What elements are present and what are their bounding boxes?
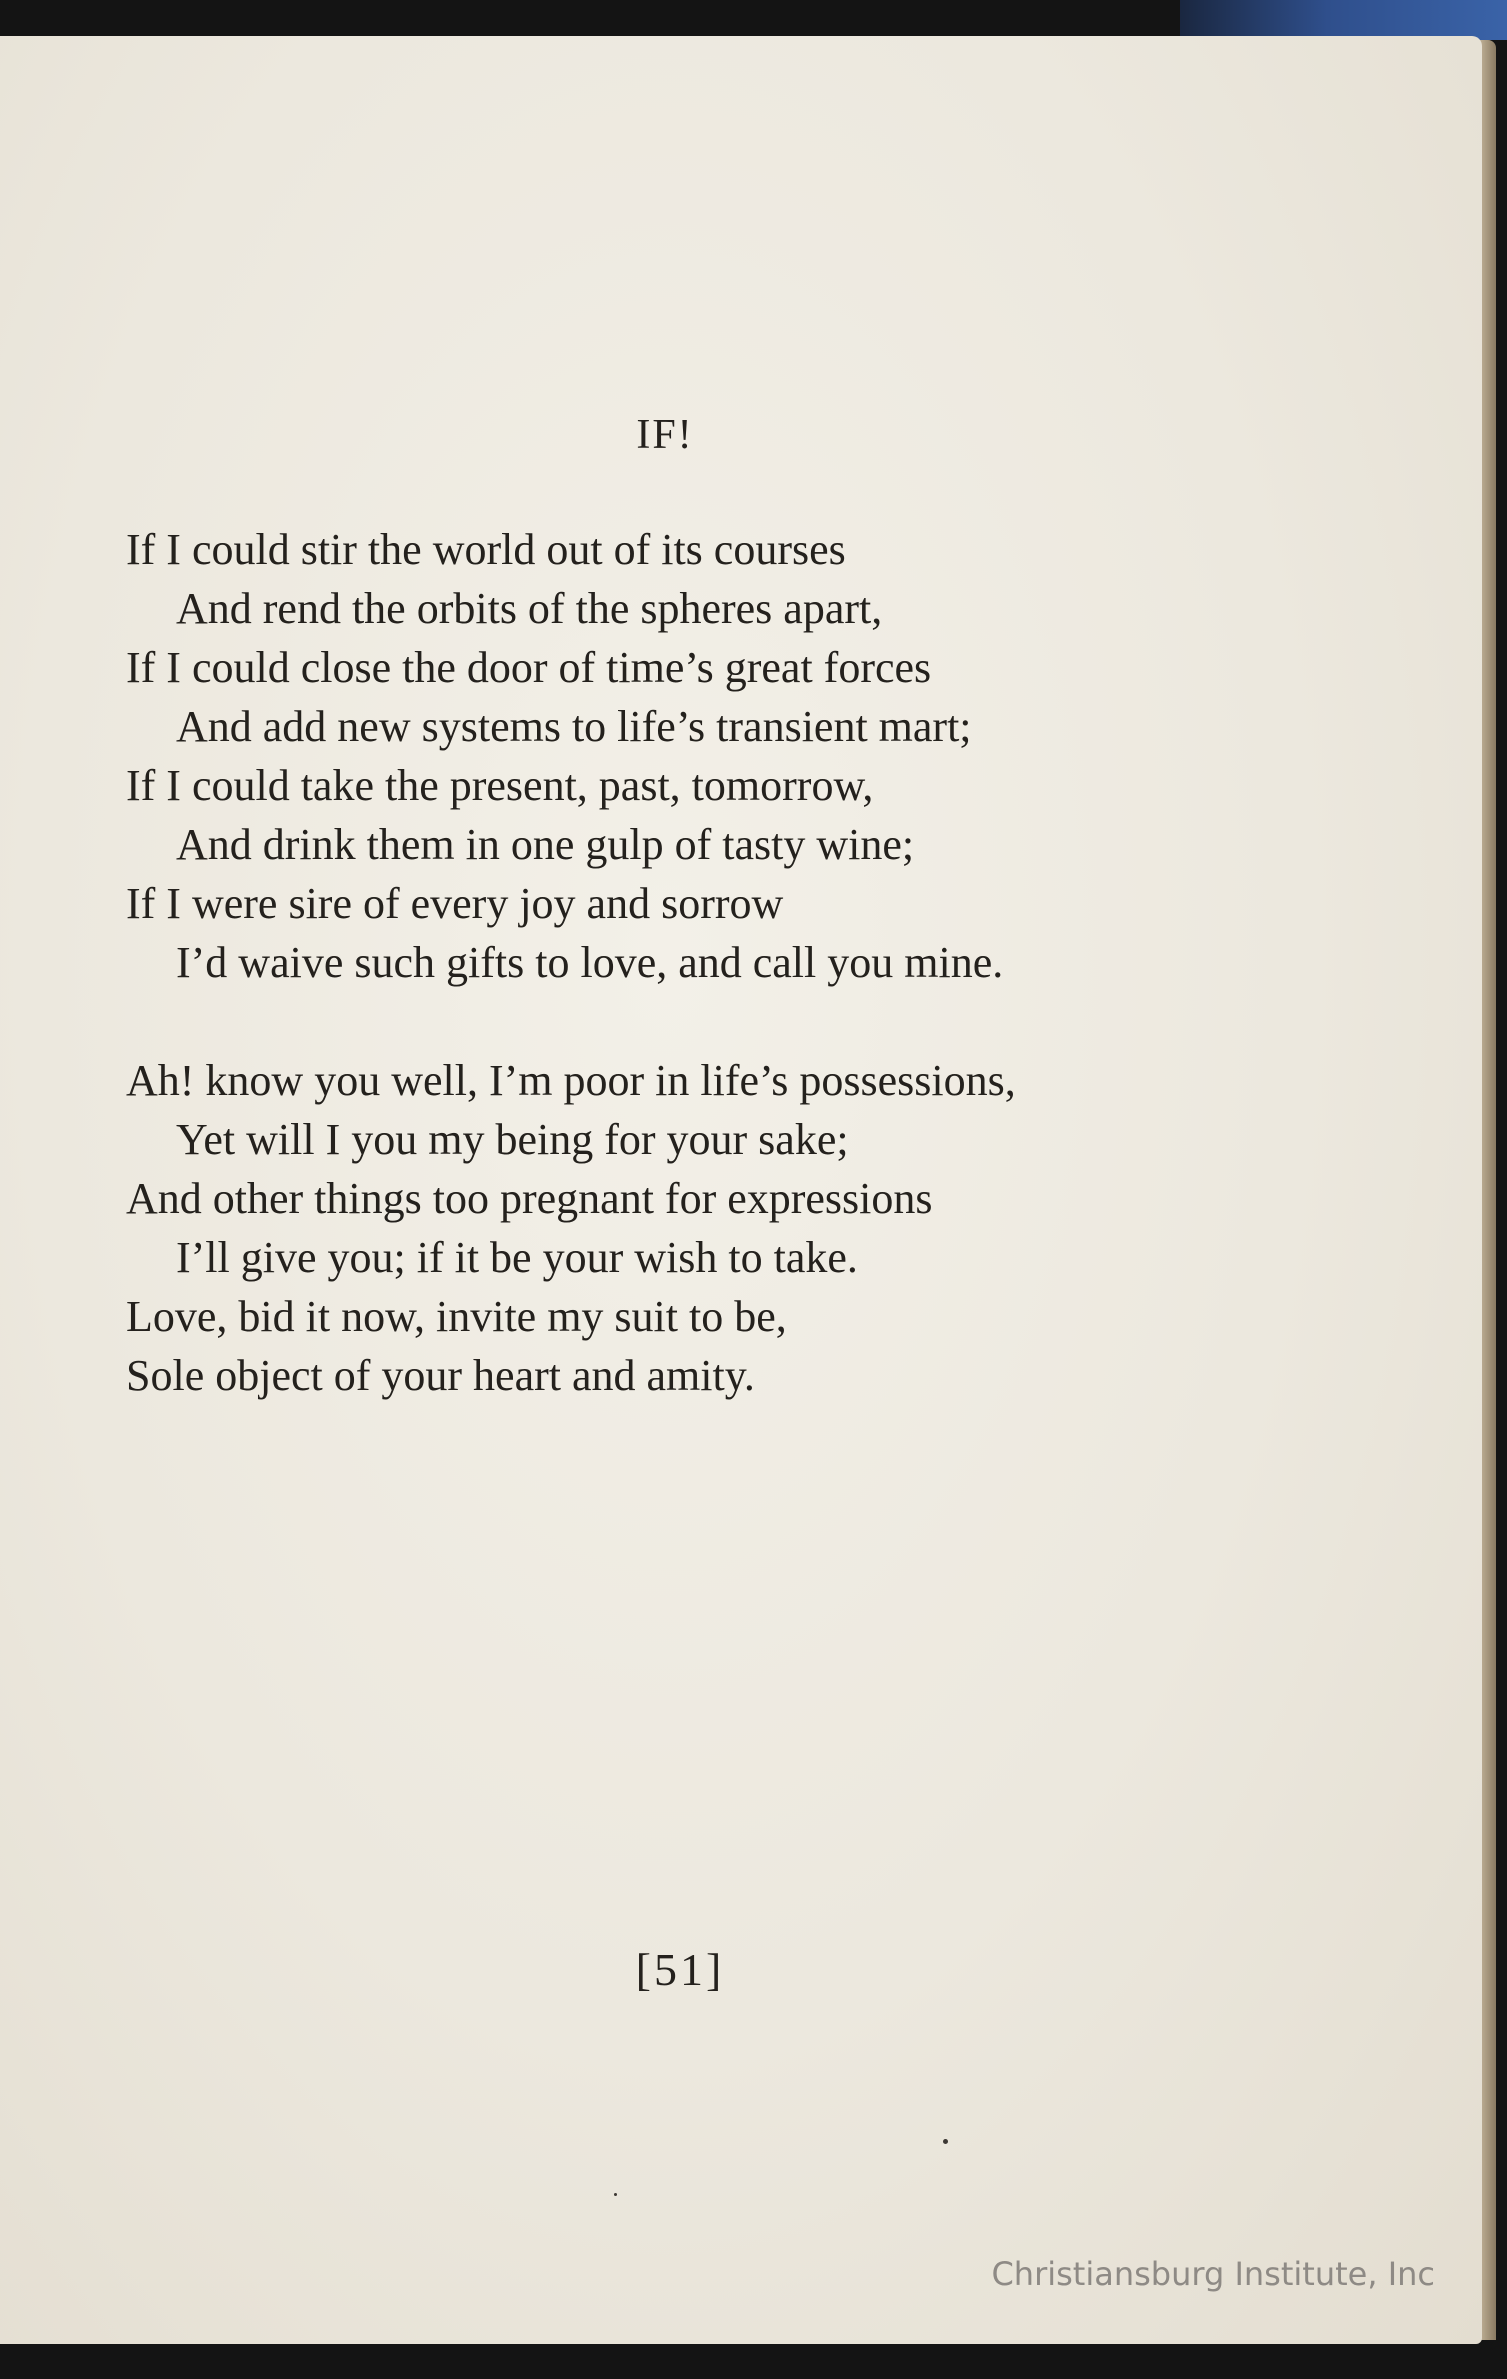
book-page — [0, 36, 1482, 2344]
poem-line: If I could take the present, past, tomorrow, — [126, 761, 874, 810]
poem-line: If I were sire of every joy and sorrow — [126, 879, 784, 928]
poem-line: And drink them in one gulp of tasty wine; — [176, 820, 915, 869]
paper-speck — [943, 2139, 948, 2144]
stanza-2 — [126, 1051, 1016, 1405]
stanza-1 — [126, 520, 1003, 992]
poem-line: Ah! know you well, I’m poor in life’s possessions, — [126, 1056, 1016, 1105]
watermark: Christiansburg Institute, Inc — [991, 2255, 1435, 2293]
poem-title: IF! — [636, 412, 694, 458]
poem-line: Sole object of your heart and amity. — [126, 1351, 755, 1400]
paper-speck — [614, 2193, 617, 2196]
poem-line: And other things too pregnant for expressions — [126, 1174, 933, 1223]
poem-line: And add new systems to life’s transient mart; — [176, 702, 972, 751]
poem-line: And rend the orbits of the spheres apart, — [176, 584, 883, 633]
poem — [0, 36, 1482, 2344]
poem-line: I’d waive such gifts to love, and call you mine. — [176, 938, 1004, 987]
poem-line: I’ll give you; if it be your wish to take. — [176, 1233, 858, 1282]
poem-line: Love, bid it now, invite my suit to be, — [126, 1292, 787, 1341]
poem-line: Yet will I you my being for your sake; — [176, 1115, 849, 1164]
page-number: [51] — [635, 1944, 725, 1995]
book-cover-edge — [1180, 0, 1507, 40]
poem-line: If I could close the door of time’s great forces — [126, 643, 932, 692]
poem-line: If I could stir the world out of its courses — [126, 525, 846, 574]
